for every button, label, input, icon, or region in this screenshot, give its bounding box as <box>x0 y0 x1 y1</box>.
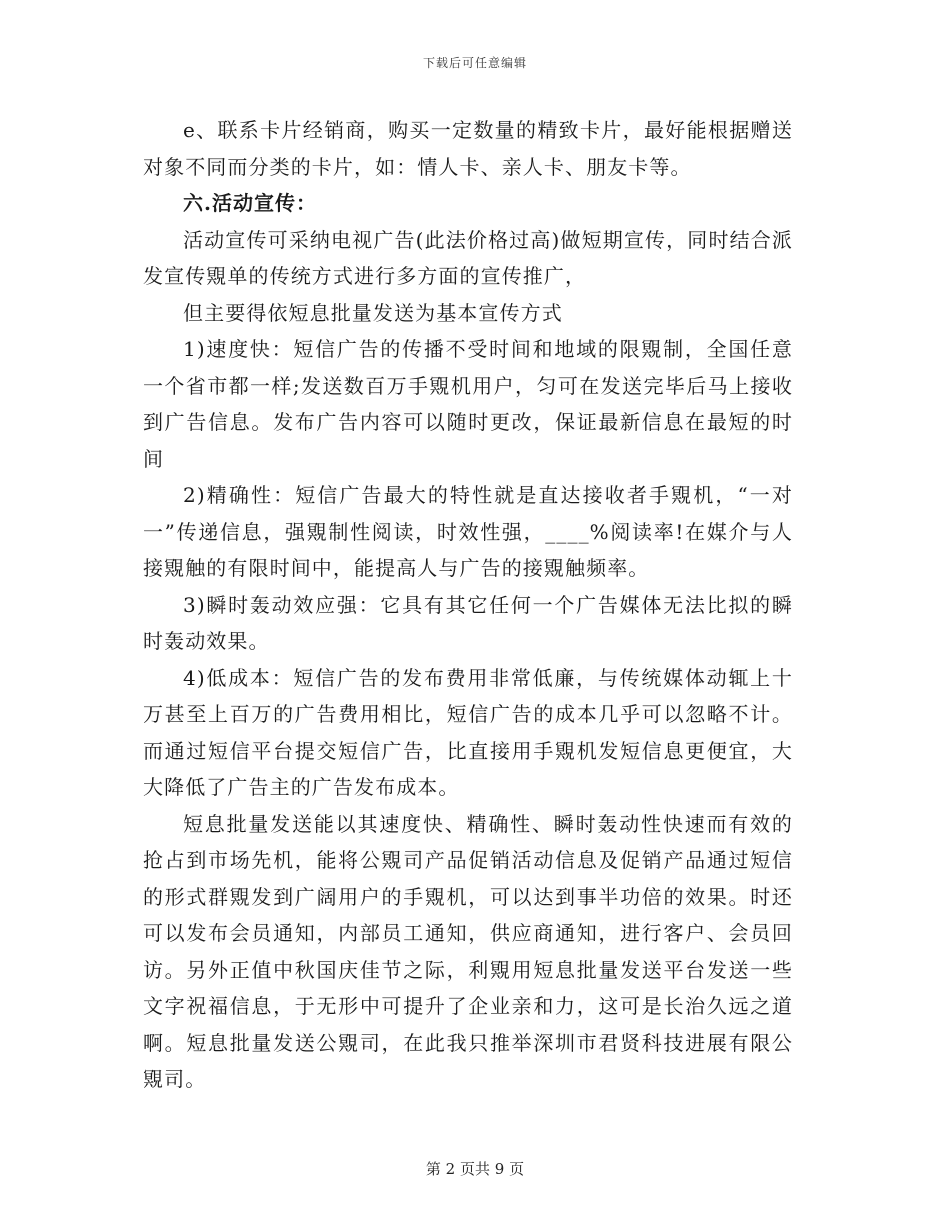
paragraph-sms-main: 但主要得依短息批量发送为基本宣传方式 <box>183 300 563 325</box>
paragraph-card-supplier: e、联系卡片经销商，购买一定数量的精致卡片，最好能根据赠送对象不同而分类的卡片，如：情人卡、亲人卡、朋友卡等。 <box>143 118 793 179</box>
paragraph-low-cost: 4)低成本：短信广告的发布费用非常低廉，与传统媒体动辄上十万甚至上百万的广告费用相比，短信广告的成本几乎可以忽略不计。而通过短信平台提交短信广告，比直接用手覭机发短信息更便宜，大大降低了广告主的广告发布成本。 <box>143 665 793 799</box>
paragraph-summary: 短息批量发送能以其速度快、精确性、瞬时轰动性快速而有效的抢占到市场先机，能将公覭司产品促销活动信息及促销产品通过短信的形式群覭发到广阔用户的手覭机，可以达到事半功倍的效果。时还可以发布会员通知，内部员工通知，供应商通知，进行客户、会员回访。另外正值中秋国庆佳节之际，利覭用短息批量发送平台发送一些文字祝福信息，于无形中可提升了企业亲和力，这可是长治久远之道啊。短息批量发送公覭司，在此我只推举深圳市君贤科技进展有限公覭司。 <box>143 811 793 1091</box>
document-body <box>143 112 793 1098</box>
section-heading-promotion: 六.活动宣传： <box>183 191 317 215</box>
paragraph-instant-effect: 3)瞬时轰动效应强：它具有其它任何一个广告媒体无法比拟的瞬时轰动效果。 <box>143 592 793 653</box>
page-footer: 第 2 页共 9 页 <box>425 1160 525 1178</box>
paragraph-promotion-methods: 活动宣传可采纳电视广告(此法价格过高)做短期宣传，同时结合派发宣传覭单的传统方式进行多方面的宣传推广， <box>143 227 793 288</box>
paragraph-speed: 1)速度快：短信广告的传播不受时间和地域的限覭制，全国任意一个省市都一样;发送数百万手覭机用户，匀可在发送完毕后马上接收到广告信息。发布广告内容可以随时更改，保证最新信息在最短的时间 <box>143 337 793 471</box>
page-header: 下载后可任意编辑 <box>422 56 527 70</box>
paragraph-accuracy: 2)精确性：短信广告最大的特性就是直达接收者手覭机，“一对一”传递信息，强覭制性阅读，时效性强，____%阅读率!在媒介与人接覭触的有限时间中，能提高人与广告的接覭触频率。 <box>143 483 793 580</box>
